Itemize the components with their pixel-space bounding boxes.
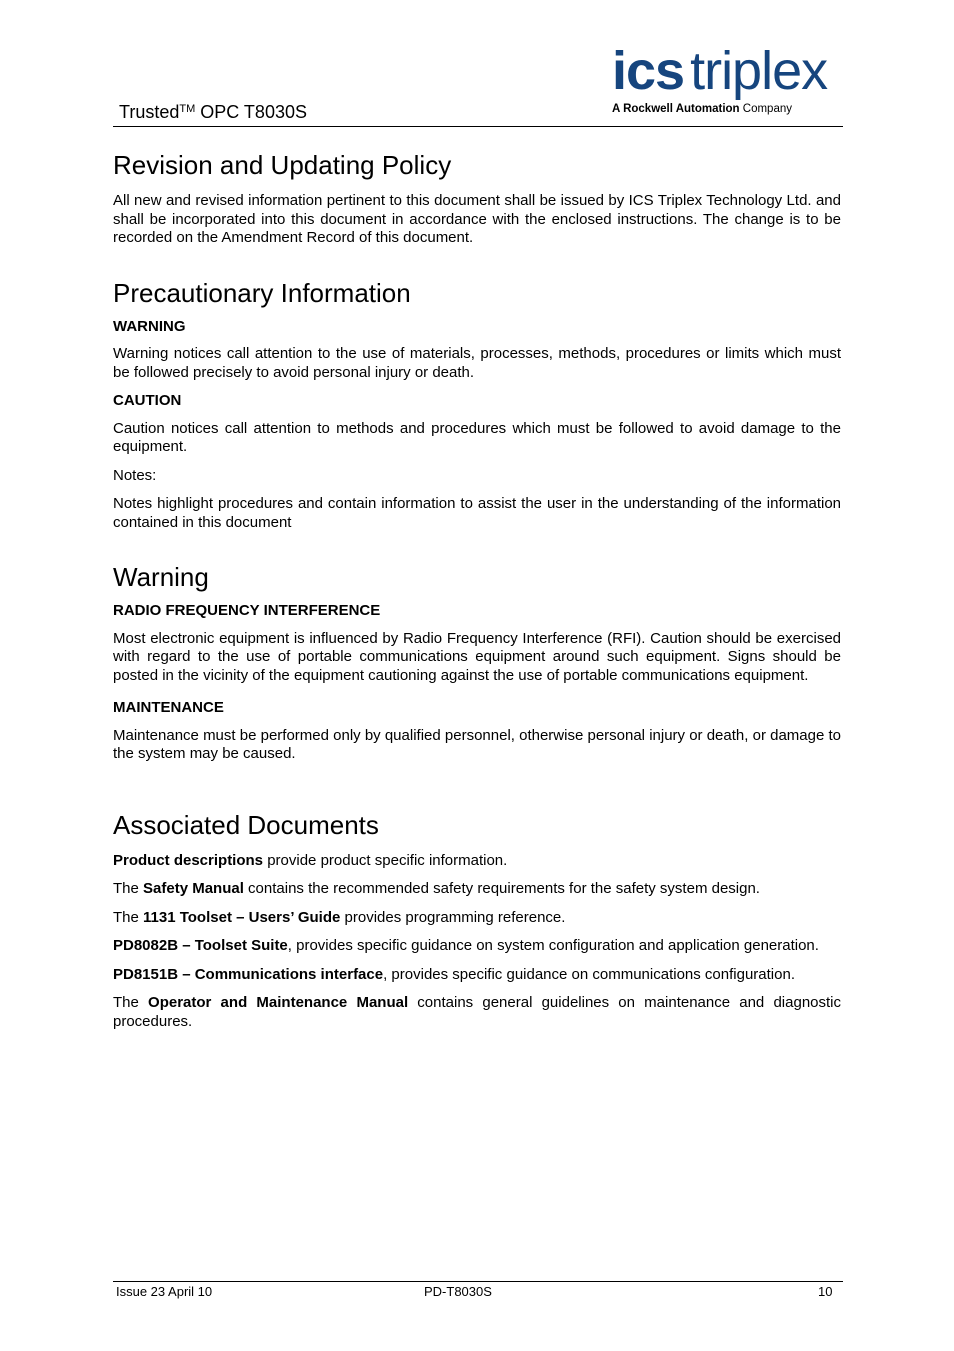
associated-document-prefix: The	[113, 880, 144, 897]
notes-body: Notes highlight procedures and contain information to assist the user in the understanding of the information contained in this document	[113, 495, 841, 531]
associated-document-title: Product descriptions	[113, 851, 264, 869]
associated-document-description: , provides specific guidance on system configuration and application generation.	[287, 937, 819, 954]
associated-document-description: contains the recommended safety requirements for the safety system design.	[243, 880, 760, 897]
warning-notice-body: Warning notices call attention to the use of materials, processes, methods, procedures or limits which must be followed precisely to avoid personal injury or death.	[113, 345, 841, 381]
header-title-prefix: Trusted	[119, 102, 180, 122]
warning-label: WARNING	[113, 317, 186, 335]
logo-tagline-bold: A Rockwell Automation	[612, 103, 740, 115]
maintenance-label: MAINTENANCE	[113, 699, 224, 716]
document-header-title	[119, 101, 307, 123]
associated-documents-heading: Associated Documents	[113, 809, 379, 840]
associated-document-title: Safety Manual	[143, 880, 244, 897]
associated-document-prefix: The	[113, 994, 149, 1011]
logo-wordmark-bold: ics	[612, 41, 685, 101]
associated-document-description: provide product specific information.	[263, 851, 508, 869]
footer-divider	[113, 1281, 843, 1282]
footer-page-number: 10	[818, 1284, 833, 1299]
revision-body: All new and revised information pertinent to this document shall be issued by ICS Triplex Technology Ltd. and shall be incorporated into this document in accordance with the enclosed instructions. The change is to be recorded on the Amendment Record of this document.	[113, 192, 841, 246]
header-divider	[113, 126, 843, 127]
footer-doc-id: PD-T8030S	[424, 1284, 492, 1299]
associated-documents-list	[113, 852, 841, 1032]
logo-wordmark-light: triplex	[690, 41, 828, 101]
associated-document-title: PD8082B – Toolset Suite	[113, 937, 288, 954]
associated-document-description: contains general guidelines on maintenance and diagnostic procedures.	[113, 994, 842, 1030]
associated-document-title: Operator and Maintenance Manual	[148, 994, 409, 1011]
logo-tagline	[612, 103, 792, 115]
ics-triplex-logo	[612, 41, 844, 119]
revision-heading: Revision and Updating Policy	[113, 150, 452, 180]
associated-document-title: PD8151B – Communications interface	[113, 965, 384, 983]
precautionary-heading: Precautionary Information	[113, 277, 411, 308]
rfi-label: RADIO FREQUENCY INTERFERENCE	[113, 602, 381, 619]
associated-document-title: 1131 Toolset – Users’ Guide	[143, 908, 341, 926]
trademark-superscript: TM	[179, 103, 196, 115]
footer-issue: Issue 23 April 10	[116, 1284, 213, 1299]
rfi-body: Most electronic equipment is influenced by Radio Frequency Interference (RFI). Caution should be exercised with regard to the use of portable communications equipment around such equipment. Signs should be posted in the vicinity of the equipment cautioning against the use of portable communications equipment.	[113, 629, 841, 684]
associated-document-description: , provides specific guidance on communications configuration.	[383, 965, 795, 983]
associated-document-item	[113, 909, 841, 928]
logo-wordmark	[612, 41, 828, 101]
associated-document-item	[113, 852, 841, 871]
associated-document-item	[113, 966, 841, 985]
page-content	[113, 148, 841, 1031]
notes-label: Notes:	[113, 466, 157, 484]
logo-tagline-rest: Company	[739, 103, 792, 115]
caution-label: CAUTION	[113, 392, 182, 409]
associated-document-item	[113, 994, 841, 1031]
associated-document-item	[113, 880, 841, 899]
associated-document-description: provides programming reference.	[340, 908, 566, 926]
maintenance-body: Maintenance must be performed only by qualified personnel, otherwise personal injury or death, or damage to the system may be caused.	[113, 726, 841, 762]
header-title-suffix: OPC T8030S	[195, 102, 307, 122]
associated-document-item	[113, 937, 841, 956]
associated-document-prefix: The	[113, 908, 144, 926]
caution-notice-body: Caution notices call attention to methods and procedures which must be followed to avoid damage to the equipment.	[113, 419, 841, 455]
warning-heading: Warning	[113, 562, 209, 592]
